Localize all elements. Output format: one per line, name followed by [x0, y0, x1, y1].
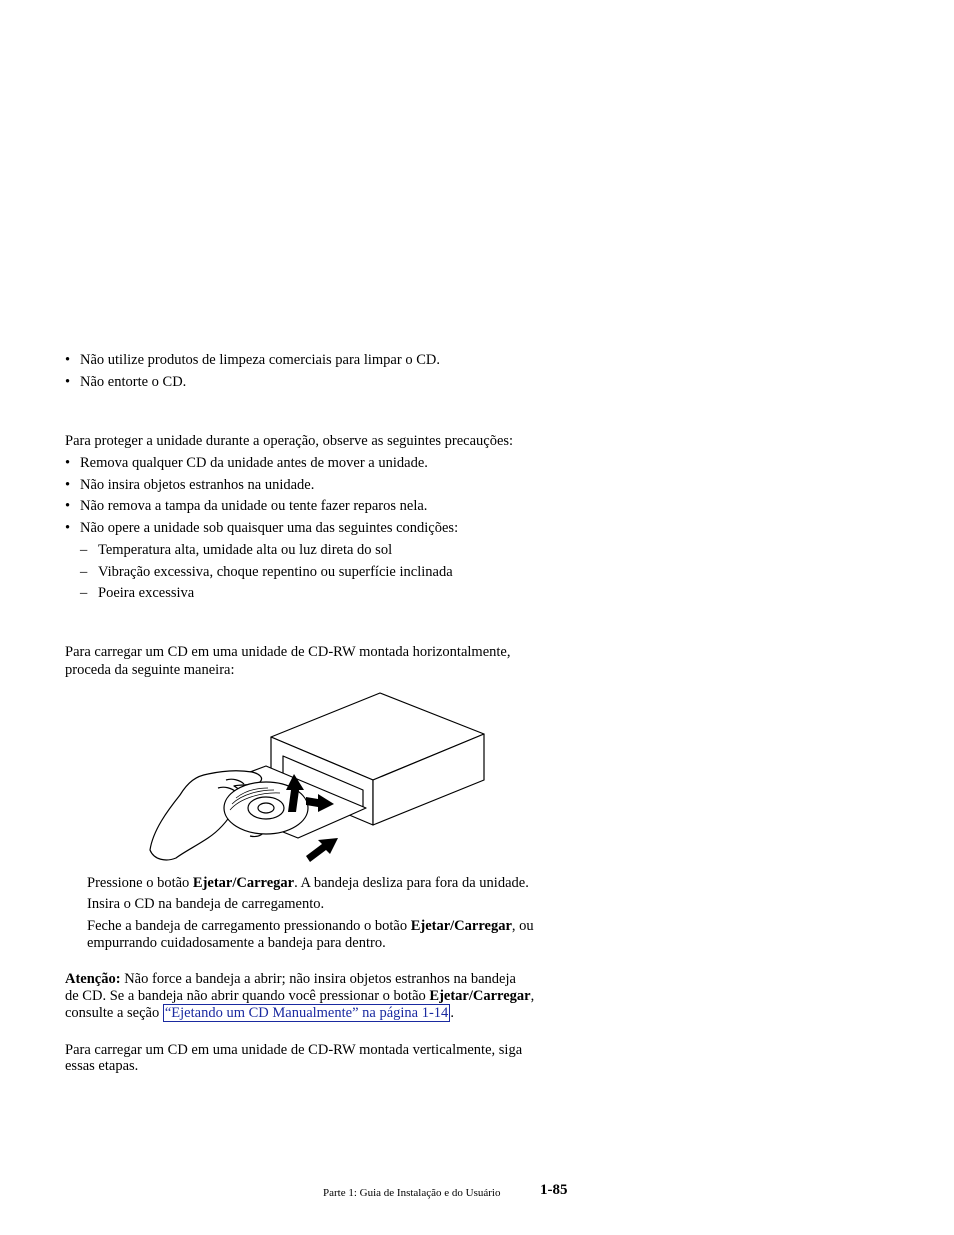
condition-item: Poeira excessiva: [98, 585, 195, 601]
step-text: . A bandeja desliza para fora da unidade.: [294, 875, 529, 891]
attention-line3: [65, 1004, 454, 1022]
step-1: [87, 874, 529, 892]
bullet-marker: •: [65, 520, 71, 536]
arrow-diagonal-icon: [306, 838, 338, 862]
list-item: Não entorte o CD.: [80, 374, 187, 390]
step-text: Insira o CD na bandeja de carregamento.: [87, 896, 325, 912]
bullet-marker: •: [65, 498, 71, 514]
page-number: 1-85: [540, 1182, 568, 1198]
list-item: Não insira objetos estranhos na unidade.: [80, 477, 315, 493]
eject-manual-link[interactable]: “Ejetando um CD Manualmente” na página 1-14: [164, 1005, 449, 1021]
condition-item: Vibração excessiva, choque repentino ou superfície inclinada: [98, 564, 453, 580]
vertical-intro-line1: Para carregar um CD em uma unidade de CD-RW montada verticalmente, siga: [65, 1042, 523, 1058]
attention-text: de CD. Se a bandeja não abrir quando você pressionar o botão: [65, 988, 430, 1004]
eject-load-button-label: Ejetar/Carregar: [192, 875, 295, 891]
step-text: Feche a bandeja de carregamento pressionando o botão: [87, 918, 411, 934]
attention-text: .: [450, 1005, 454, 1021]
step-3-cont: [87, 934, 386, 952]
attention-text: consulte a seção: [65, 1005, 163, 1021]
bullet-marker: •: [65, 477, 71, 493]
list-item: Remova qualquer CD da unidade antes de mover a unidade.: [80, 455, 428, 471]
footer-title: Parte 1: Guia de Instalação e do Usuário: [323, 1187, 501, 1199]
horizontal-intro-line2: proceda da seguinte maneira:: [65, 662, 235, 678]
condition-item: Temperatura alta, umidade alta ou luz direta do sol: [98, 542, 393, 558]
list-item: Não utilize produtos de limpeza comerciais para limpar o CD.: [80, 352, 440, 368]
step-text: , ou: [511, 918, 534, 934]
attention-text: ,: [530, 988, 535, 1004]
attention-text: Não force a bandeja a abrir; não insira objetos estranhos na bandeja: [120, 971, 516, 987]
bullet-marker: •: [65, 455, 71, 471]
list-item: Não opere a unidade sob quaisquer uma das seguintes condições:: [80, 520, 459, 536]
dash-marker: –: [80, 585, 88, 601]
vertical-intro-line2: essas etapas.: [65, 1058, 139, 1074]
step-2: [87, 895, 324, 913]
dash-marker: –: [80, 542, 88, 558]
horizontal-intro-line1: Para carregar um CD em uma unidade de CD-RW montada horizontalmente,: [65, 644, 511, 660]
protect-intro: Para proteger a unidade durante a operação, observe as seguintes precauções:: [65, 433, 514, 449]
step-text: empurrando cuidadosamente a bandeja para dentro.: [87, 935, 386, 951]
list-item: Não remova a tampa da unidade ou tente fazer reparos nela.: [80, 498, 428, 514]
bullet-marker: •: [65, 374, 71, 390]
attention-label: Atenção:: [65, 971, 121, 987]
cd-loading-illustration: [148, 690, 493, 868]
dash-marker: –: [80, 564, 88, 580]
eject-load-button-label: Ejetar/Carregar: [429, 988, 531, 1004]
attention-line2: [65, 987, 534, 1005]
step-text: Pressione o botão: [87, 875, 193, 891]
step-3: [87, 917, 534, 935]
eject-load-button-label: Ejetar/Carregar: [410, 918, 512, 934]
bullet-marker: •: [65, 352, 71, 368]
attention-line1: [65, 970, 516, 988]
